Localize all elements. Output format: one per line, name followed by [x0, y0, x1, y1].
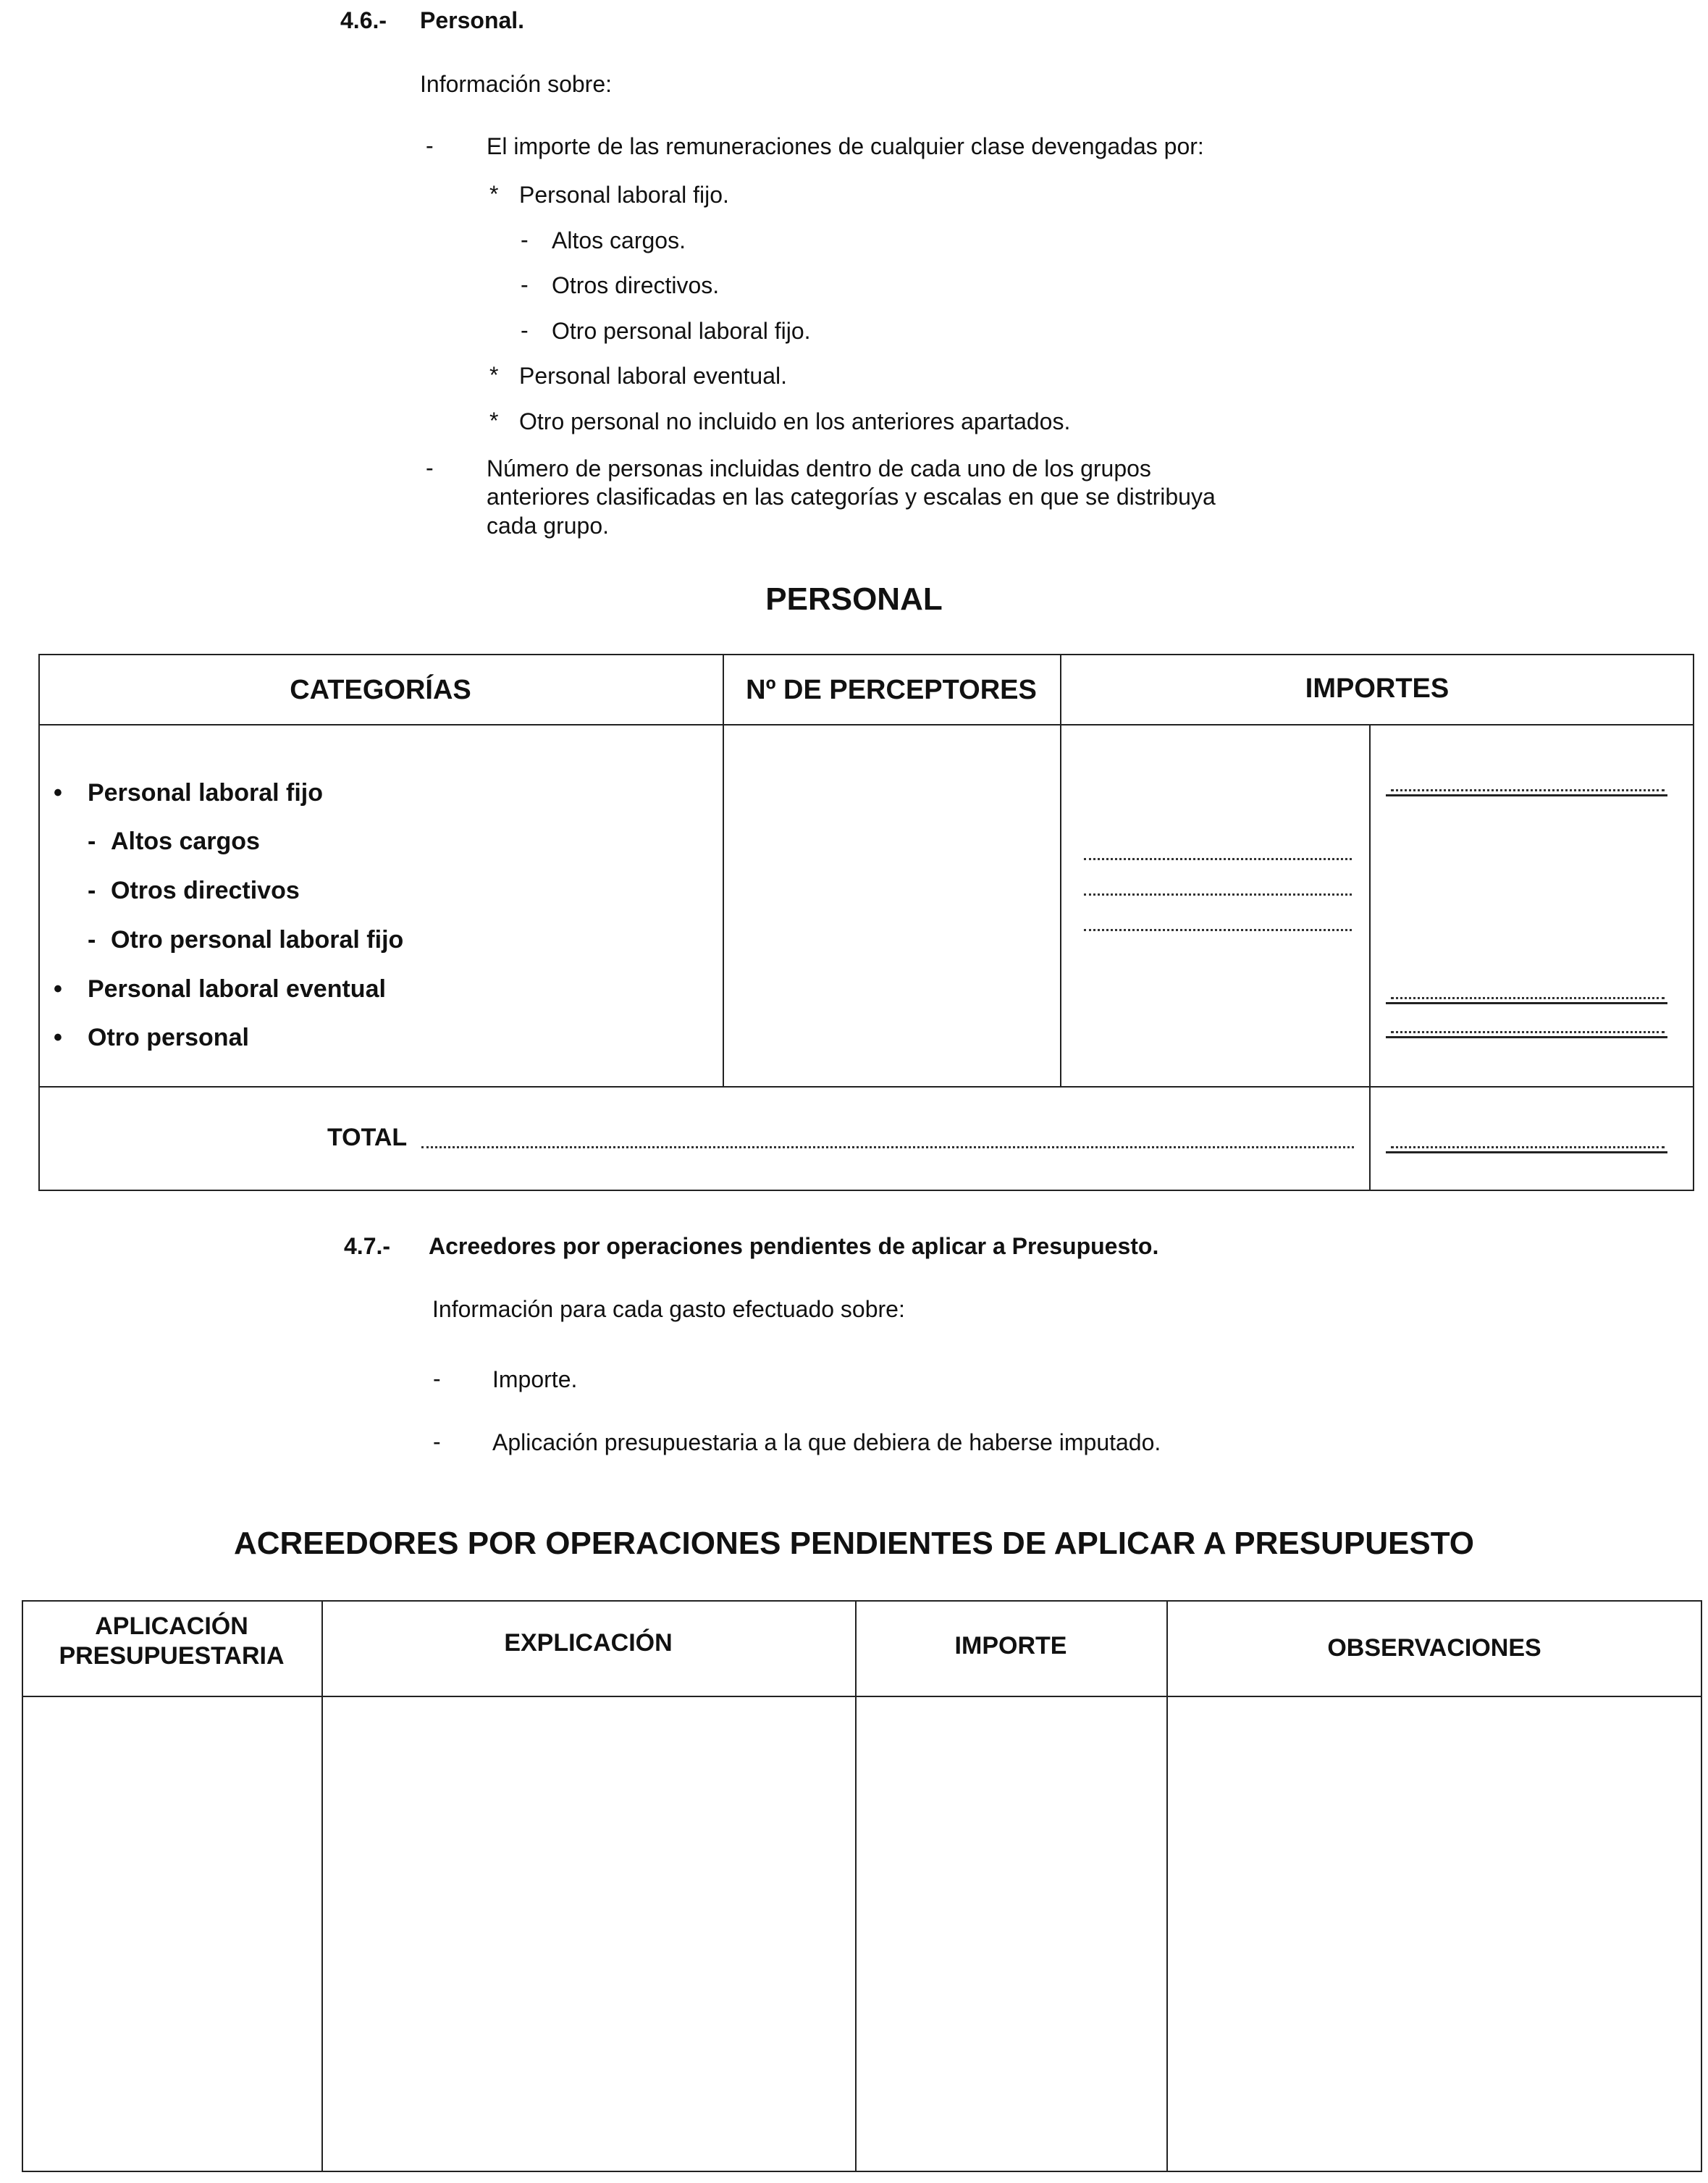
- row-bullet: -: [88, 877, 96, 904]
- header-divider: [22, 1696, 1702, 1697]
- section-title-4-7: Acreedores por operaciones pendientes de aplicar a Presupuesto.: [429, 1233, 1159, 1259]
- list-marker: -: [433, 1429, 441, 1455]
- row-label: Personal laboral eventual: [88, 975, 386, 1003]
- amount-dotline: [1084, 929, 1352, 931]
- row-bullet: -: [88, 828, 96, 855]
- section-number-4-6: 4.6.-: [340, 7, 387, 33]
- list-marker: -: [433, 1366, 441, 1392]
- col-divider-1: [321, 1600, 323, 2172]
- grand-total-underline: [1386, 1151, 1667, 1153]
- header-importe: IMPORTE: [954, 1632, 1067, 1660]
- col-divider-3: [1166, 1600, 1168, 2172]
- amount-dotline: [1084, 858, 1352, 860]
- header-divider: [38, 724, 1694, 725]
- row-label: Personal laboral fijo: [88, 779, 323, 807]
- list-marker: -: [426, 133, 434, 159]
- acreedores-table-border: [22, 1600, 1702, 2172]
- header-aplicacion-line1: APLICACIÓN: [95, 1612, 248, 1640]
- list-item-line: anteriores clasificadas en las categorías y escalas en que se distribuya: [487, 484, 1216, 510]
- list-item: Otro personal no incluido en los anteriores apartados.: [519, 408, 1071, 434]
- total-amount-dotline: [1391, 789, 1665, 791]
- total-label: TOTAL: [327, 1124, 408, 1151]
- list-marker: -: [521, 317, 529, 343]
- list-marker: -: [521, 227, 529, 253]
- header-perceptores: Nº DE PERCEPTORES: [746, 675, 1037, 705]
- list-item: Altos cargos.: [552, 227, 686, 253]
- total-dotline: [421, 1146, 1354, 1148]
- header-aplicacion-line2: PRESUPUESTARIA: [59, 1642, 285, 1670]
- personal-table-border: [38, 654, 1694, 1191]
- list-item: Otros directivos.: [552, 272, 720, 298]
- section-intro-4-6: Información sobre:: [420, 71, 613, 97]
- total-amount-underline: [1386, 1036, 1667, 1038]
- row-bullet: -: [88, 926, 96, 954]
- col-divider-2: [855, 1600, 857, 2172]
- header-explicacion: EXPLICACIÓN: [504, 1629, 673, 1657]
- amount-dotline: [1084, 893, 1352, 896]
- col-divider-3: [1369, 724, 1371, 1191]
- grand-total-dotline: [1391, 1146, 1665, 1148]
- list-marker: *: [489, 362, 499, 388]
- total-divider: [38, 1086, 1694, 1088]
- header-importes: IMPORTES: [1305, 673, 1450, 704]
- list-marker: -: [426, 455, 434, 481]
- row-label: Otro personal: [88, 1024, 249, 1051]
- personal-table-title: PERSONAL: [765, 581, 943, 617]
- list-marker: -: [521, 272, 529, 298]
- total-amount-underline: [1386, 794, 1667, 796]
- section-title-4-6: Personal.: [420, 7, 525, 33]
- section-number-4-7: 4.7.-: [344, 1233, 391, 1259]
- list-item: Aplicación presupuestaria a la que debiera de haberse imputado.: [492, 1429, 1161, 1455]
- row-bullet: •: [54, 975, 62, 1003]
- col-divider-2: [1060, 654, 1061, 1086]
- list-item: Personal laboral eventual.: [519, 363, 788, 389]
- col-divider-1: [723, 654, 724, 1086]
- total-amount-dotline: [1391, 997, 1665, 999]
- total-amount-dotline: [1391, 1031, 1665, 1033]
- list-item-line: Número de personas incluidas dentro de cada uno de los grupos: [487, 455, 1151, 481]
- row-bullet: •: [54, 779, 62, 807]
- header-categorias: CATEGORÍAS: [290, 675, 471, 705]
- list-marker: *: [489, 408, 499, 434]
- header-observaciones: OBSERVACIONES: [1327, 1634, 1541, 1662]
- list-item-line: cada grupo.: [487, 513, 610, 539]
- row-bullet: •: [54, 1024, 62, 1051]
- list-item: Otro personal laboral fijo.: [552, 318, 811, 344]
- total-amount-underline: [1386, 1002, 1667, 1004]
- list-item: El importe de las remuneraciones de cualquier clase devengadas por:: [487, 133, 1204, 159]
- list-marker: *: [489, 181, 499, 207]
- row-label: Altos cargos: [111, 828, 260, 855]
- acreedores-table-title: ACREEDORES POR OPERACIONES PENDIENTES DE APLICAR A PRESUPUESTO: [233, 1526, 1474, 1561]
- row-label: Otros directivos: [111, 877, 300, 904]
- section-intro-4-7: Información para cada gasto efectuado sobre:: [432, 1296, 905, 1322]
- row-label: Otro personal laboral fijo: [111, 926, 404, 954]
- list-item: Importe.: [492, 1366, 578, 1392]
- list-item: Personal laboral fijo.: [519, 182, 729, 208]
